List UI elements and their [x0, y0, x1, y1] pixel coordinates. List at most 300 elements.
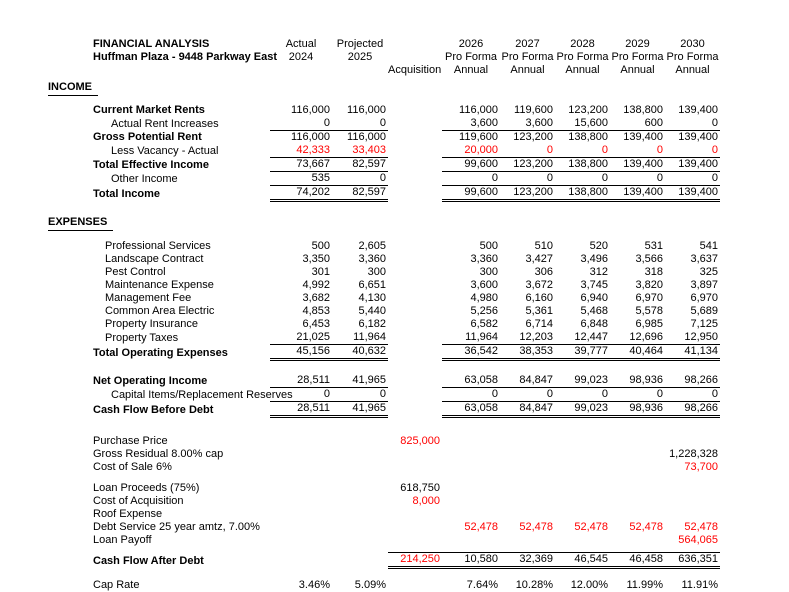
cell: 3,350 [302, 253, 330, 265]
cell: 0 [332, 388, 388, 402]
cell [442, 482, 500, 495]
cell [388, 158, 442, 172]
cell: 301 [311, 266, 330, 278]
row-label: Professional Services [105, 240, 211, 252]
section-heading: EXPENSES [48, 216, 113, 231]
cell [270, 435, 332, 448]
cell [388, 318, 442, 331]
cell: 0 [332, 172, 388, 186]
col-header-2025: 2025 [347, 51, 373, 63]
cell: 535 [270, 172, 332, 186]
cell [270, 534, 332, 547]
table-row [48, 495, 720, 508]
cell: 12,203 [500, 331, 555, 345]
cell: 325 [699, 266, 718, 278]
cell [388, 388, 442, 402]
cell: 139,400 [665, 186, 720, 201]
cell: 3,496 [580, 253, 608, 265]
cell [555, 534, 610, 547]
cell: 6,651 [358, 279, 386, 291]
cell [500, 482, 555, 495]
cell: 0 [332, 117, 388, 131]
cell: 6,970 [690, 292, 718, 304]
cell [555, 482, 610, 495]
row-label: Gross Residual 8.00% cap [93, 448, 224, 460]
cell: 4,853 [302, 305, 330, 317]
cell: 15,600 [555, 117, 610, 131]
cell [500, 435, 555, 448]
cell: 139,400 [610, 158, 665, 172]
cell: 98,266 [665, 374, 720, 388]
cell [332, 521, 388, 534]
row-label: Debt Service 25 year amtz, 7.00% [93, 521, 260, 533]
cell: 4,980 [470, 292, 498, 304]
cell [555, 508, 610, 521]
cell [332, 482, 388, 495]
spacer-row [48, 568, 720, 580]
spacer-row [48, 231, 720, 240]
cell: 3,820 [635, 279, 663, 291]
cell: 0 [500, 388, 555, 402]
col-header-blank [388, 38, 442, 51]
table-row [48, 534, 720, 547]
row-label: Purchase Price [93, 435, 168, 447]
table-row [48, 388, 720, 402]
cell: 4,992 [302, 279, 330, 291]
row-label: Total Operating Expenses [93, 346, 228, 359]
row-label: Cost of Sale 6% [93, 461, 172, 473]
cell: 312 [589, 266, 608, 278]
cell: 99,023 [555, 402, 610, 417]
table-row [48, 331, 720, 345]
cell: 500 [311, 240, 330, 252]
cell: 0 [610, 144, 665, 158]
cell [332, 435, 388, 448]
row-label: Cost of Acquisition [93, 495, 184, 507]
cell [270, 521, 332, 534]
cell: 139,400 [678, 104, 718, 116]
row-label: Net Operating Income [93, 374, 208, 387]
cell: 11,964 [332, 331, 388, 345]
cell [270, 553, 332, 568]
cell [610, 495, 665, 508]
col-header-annual: Annual [620, 64, 655, 76]
cell [388, 374, 442, 388]
cell: 3,637 [690, 253, 718, 265]
cell: 12.00% [570, 579, 608, 591]
cell: 41,965 [332, 374, 388, 388]
cell: 123,200 [513, 131, 553, 143]
cell: 2,605 [358, 240, 386, 252]
cell: 0 [665, 388, 720, 402]
cell [442, 461, 500, 474]
cell: 306 [534, 266, 553, 278]
cell: 40,632 [332, 345, 388, 360]
cell: 119,600 [514, 104, 553, 116]
row-label: Pest Control [105, 266, 166, 278]
cell: 0 [555, 388, 610, 402]
row-label: Less Vacancy - Actual [111, 144, 219, 157]
cell: 123,200 [500, 158, 555, 172]
cell: 138,800 [555, 186, 610, 201]
spacer [48, 474, 720, 482]
table-row [48, 144, 720, 158]
cell: 7,125 [690, 318, 718, 330]
cell: 21,025 [270, 331, 332, 345]
cell [388, 144, 442, 158]
cell [388, 534, 442, 547]
cell: 5,256 [470, 305, 498, 317]
col-header-annual: Annual [453, 64, 489, 76]
cell [388, 240, 442, 253]
cell [500, 495, 555, 508]
col-header-proforma: Pro Forma [666, 51, 719, 63]
cell: 520 [589, 240, 608, 252]
cell: 0 [500, 144, 555, 158]
cell: 116,000 [459, 104, 498, 116]
cell [665, 495, 720, 508]
row-label [48, 64, 270, 77]
cell [665, 508, 720, 521]
row-label: Cash Flow Before Debt [93, 403, 214, 416]
col-header-2029: 2029 [625, 38, 650, 50]
cell: 0 [665, 172, 720, 186]
cell [442, 508, 500, 521]
row-label: Property Taxes [105, 331, 179, 344]
cell: 38,353 [500, 345, 555, 360]
cell: 74,202 [270, 186, 332, 201]
table-row [48, 240, 720, 253]
col-header-2030: 2030 [680, 38, 705, 50]
cell: 139,400 [610, 186, 665, 201]
cell: 82,597 [332, 186, 388, 201]
cell: 52,478 [574, 521, 608, 533]
cell [388, 131, 442, 145]
cell: 52,478 [629, 521, 663, 533]
cell: 42,333 [270, 144, 332, 158]
cell: 116,000 [347, 104, 386, 116]
cell: 5,361 [525, 305, 553, 317]
cell: 46,458 [610, 553, 665, 568]
cell: 3,745 [580, 279, 608, 291]
cell [555, 435, 610, 448]
table-row [48, 186, 720, 201]
cell: 84,847 [500, 402, 555, 417]
spacer [48, 360, 720, 375]
row-label: Current Market Rents [93, 104, 205, 116]
cell: 36,542 [442, 345, 500, 360]
cell: 600 [610, 117, 665, 131]
cell: 11.99% [626, 579, 663, 591]
spacer-row [48, 96, 720, 104]
cell: 0 [500, 172, 555, 186]
table-row [48, 448, 720, 461]
section-row [48, 216, 720, 231]
col-header-2024: 2024 [288, 51, 314, 63]
cell: 6,985 [635, 318, 663, 330]
col-header-2027: 2027 [515, 38, 540, 50]
spacer [48, 231, 720, 240]
cell [555, 495, 610, 508]
cell: 5,578 [635, 305, 663, 317]
section-cell [48, 216, 720, 231]
table-row [48, 579, 720, 592]
cell: 300 [367, 266, 386, 278]
cell: 99,600 [442, 158, 500, 172]
col-header-annual: Annual [565, 64, 600, 76]
cell [388, 104, 442, 117]
row-label: Actual Rent Increases [111, 117, 219, 130]
cell: 99,023 [555, 374, 610, 388]
row-label: Cash Flow After Debt [93, 554, 204, 567]
col-header-blank [270, 64, 332, 77]
cell: 12,447 [555, 331, 610, 345]
cell: 63,058 [442, 402, 500, 417]
cell [610, 448, 665, 461]
section-cell [48, 81, 720, 96]
cell: 531 [644, 240, 663, 252]
cell [665, 482, 720, 495]
cell: 825,000 [400, 435, 440, 447]
cell: 39,777 [555, 345, 610, 360]
cell: 45,156 [270, 345, 332, 360]
cell: 0 [610, 388, 665, 402]
cell: 6,582 [470, 318, 498, 330]
cell [388, 331, 442, 345]
spacer-row [48, 417, 720, 436]
cell: 10.28% [515, 579, 553, 591]
cell [388, 172, 442, 186]
spacer-row [48, 201, 720, 217]
spacer [48, 96, 720, 104]
cell: 41,965 [332, 402, 388, 417]
cell: 40,464 [610, 345, 665, 360]
cell [332, 495, 388, 508]
cell [388, 345, 442, 360]
cell [270, 508, 332, 521]
cell [388, 279, 442, 292]
cell: 73,667 [270, 158, 332, 172]
cell: 564,065 [678, 534, 718, 546]
row-label: Property Insurance [105, 318, 198, 330]
cell: 3,360 [470, 253, 498, 265]
cell: 6,940 [580, 292, 608, 304]
col-header-blank [388, 51, 442, 64]
row-label: Total Effective Income [93, 158, 209, 171]
cell: 3,600 [470, 279, 498, 291]
table-row [48, 292, 720, 305]
cell: 6,848 [580, 318, 608, 330]
row-label: Management Fee [105, 292, 192, 304]
cell: 214,250 [388, 553, 442, 568]
cell [442, 495, 500, 508]
col-header-annual: Annual [510, 64, 545, 76]
cell [270, 448, 332, 461]
row-label: Capital Items/Replacement Reserves [111, 388, 293, 401]
cell [332, 508, 388, 521]
cell [388, 117, 442, 131]
cell: 510 [534, 240, 553, 252]
cell: 12,950 [665, 331, 720, 345]
cell: 99,600 [442, 186, 500, 201]
cell [610, 508, 665, 521]
table-row [48, 345, 720, 360]
cell [332, 448, 388, 461]
cell: 138,800 [623, 104, 663, 116]
cell [610, 461, 665, 474]
cell: 123,200 [500, 186, 555, 201]
section-heading: INCOME [48, 81, 98, 96]
cell [388, 508, 442, 521]
table-row [48, 266, 720, 279]
cell [388, 266, 442, 279]
cell: 3,600 [500, 117, 555, 131]
cell: 82,597 [332, 158, 388, 172]
cell [388, 579, 442, 592]
cell: 28,511 [270, 402, 332, 417]
property-subtitle: Huffman Plaza - 9448 Parkway East [93, 51, 278, 63]
table-row [48, 461, 720, 474]
cell [270, 461, 332, 474]
cell: 3,566 [635, 253, 663, 265]
cell: 116,000 [291, 104, 330, 116]
cell [665, 435, 720, 448]
col-header-projected: Projected [336, 38, 384, 50]
cell [555, 448, 610, 461]
cell: 20,000 [442, 144, 500, 158]
cell: 0 [270, 117, 332, 131]
cell: 139,400 [678, 131, 718, 143]
col-header-blank [332, 64, 388, 77]
financial-analysis-table [48, 38, 720, 592]
table-row [48, 279, 720, 292]
cell: 6,453 [302, 318, 330, 330]
section-row [48, 81, 720, 96]
cell: 138,800 [568, 131, 608, 143]
row-label: Cap Rate [93, 579, 140, 591]
cell: 116,000 [347, 131, 386, 143]
cell [442, 435, 500, 448]
cell: 0 [665, 144, 720, 158]
cell: 3.46% [298, 579, 330, 591]
cell: 636,351 [665, 553, 720, 568]
cell: 3,897 [690, 279, 718, 291]
cell: 500 [479, 240, 498, 252]
cell [500, 508, 555, 521]
table-row [48, 104, 720, 117]
spacer-row [48, 360, 720, 375]
cell [555, 461, 610, 474]
table-row [48, 318, 720, 331]
col-header-2028: 2028 [570, 38, 595, 50]
table-row [48, 435, 720, 448]
col-header-actual: Actual [285, 38, 317, 50]
cell: 3,427 [525, 253, 553, 265]
cell [332, 534, 388, 547]
cell [442, 534, 500, 547]
cell: 73,700 [684, 461, 718, 473]
cell: 3,360 [358, 253, 386, 265]
row-label: Loan Proceeds (75%) [93, 482, 200, 494]
cell: 33,403 [332, 144, 388, 158]
row-label: Maintenance Expense [105, 279, 214, 291]
cell: 0 [270, 388, 332, 402]
cell: 6,714 [525, 318, 553, 330]
cell: 98,936 [610, 402, 665, 417]
spacer [48, 201, 720, 217]
cell: 52,478 [519, 521, 553, 533]
cell: 116,000 [291, 131, 330, 143]
cell [388, 461, 442, 474]
header-row-2 [48, 51, 720, 64]
cell: 5,440 [358, 305, 386, 317]
cell: 5.09% [354, 579, 386, 591]
row-label: Roof Expense [93, 508, 163, 520]
table-row [48, 172, 720, 186]
col-header-2026: 2026 [458, 38, 484, 50]
cell: 139,400 [665, 158, 720, 172]
cell: 6,970 [635, 292, 663, 304]
cell: 3,672 [525, 279, 553, 291]
cell: 7.64% [466, 579, 498, 591]
cell: 0 [555, 172, 610, 186]
cell: 0 [442, 172, 500, 186]
cell: 52,478 [464, 521, 498, 533]
cell [388, 253, 442, 266]
cell: 5,468 [580, 305, 608, 317]
cell: 138,800 [555, 158, 610, 172]
header-row-3 [48, 64, 720, 77]
cell: 98,936 [610, 374, 665, 388]
table-row [48, 482, 720, 495]
cell: 0 [442, 388, 500, 402]
cell: 3,682 [302, 292, 330, 304]
cell: 541 [699, 240, 718, 252]
table-row [48, 131, 720, 145]
cell [270, 495, 332, 508]
cell [500, 461, 555, 474]
cell: 12,696 [610, 331, 665, 345]
cell: 6,182 [358, 318, 386, 330]
cell: 63,058 [442, 374, 500, 388]
table-row [48, 553, 720, 568]
cell [332, 553, 388, 568]
cell: 3,600 [442, 117, 500, 131]
cell [388, 521, 442, 534]
col-header-proforma: Pro Forma [611, 51, 664, 63]
spacer [48, 568, 720, 580]
cell [610, 435, 665, 448]
row-label: Total Income [93, 187, 161, 200]
cell: 318 [644, 266, 663, 278]
row-label: Landscape Contract [105, 253, 204, 265]
cell: 119,600 [459, 131, 498, 143]
cell: 28,511 [270, 374, 332, 388]
cell: 84,847 [500, 374, 555, 388]
cell [610, 482, 665, 495]
cell [388, 292, 442, 305]
cell: 46,545 [555, 553, 610, 568]
cell: 0 [610, 172, 665, 186]
cell: 618,750 [400, 482, 440, 494]
cell [500, 534, 555, 547]
cell: 139,400 [623, 131, 663, 143]
col-header-proforma: Pro Forma [501, 51, 554, 63]
cell: 41,134 [665, 345, 720, 360]
row-label: Common Area Electric [105, 305, 215, 317]
cell [388, 448, 442, 461]
cell: 6,160 [525, 292, 553, 304]
